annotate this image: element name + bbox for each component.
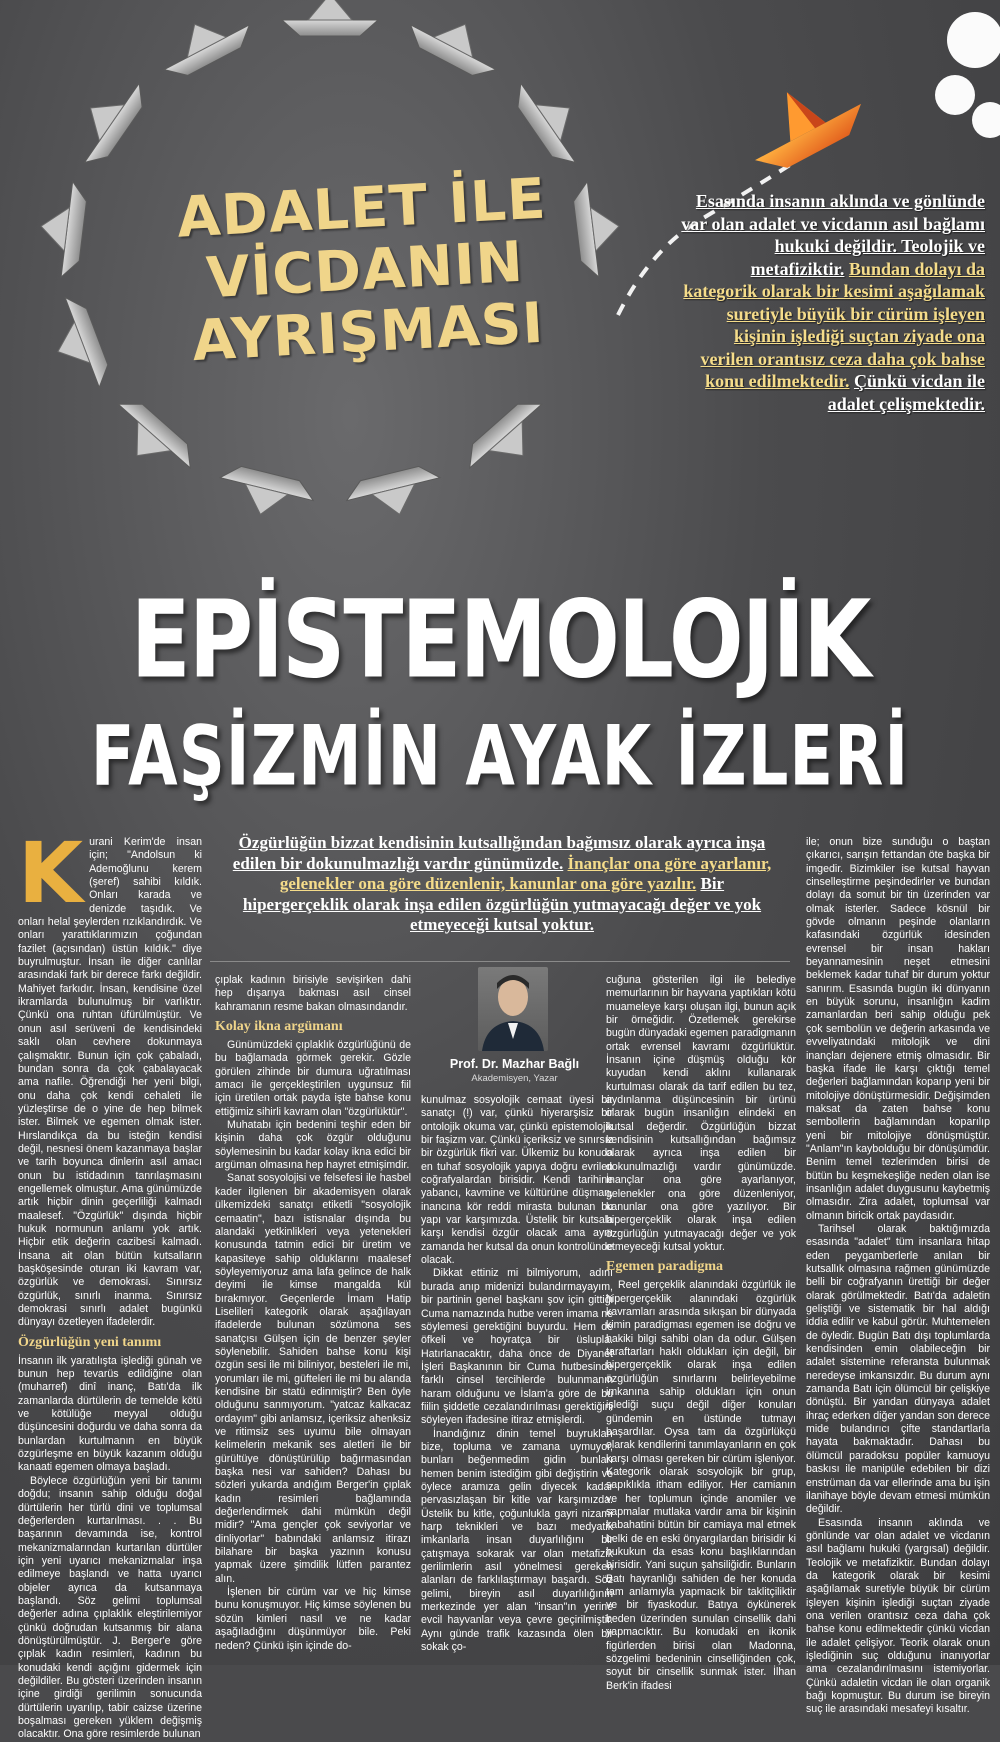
paragraph: Sanat sosyolojisi ve felsefesi ile hasbel kader ilgilenen bir akademisyen olarak ülkemizdeki sanatçı etiketli "sosyolojik cemaatin", bazı istisnalar dışında bu alandaki yetkinlikleri veya yetenekleri konusunda tatmin edici bir üretim ve kapasiteye sahip olduklarını maalesef söyleyemiyoruz ama lafa gelince de halk deyimi ile kimse mangalda kül bırakmıyor. Geçenlerde İmam Hatip Liselileri kategorik olarak aşağılayan ifadelerde bulunan sözümona ses sanatçısı Gülşen için de benzer şeyler söylenebilir. Sahiden bahse konu kişi özgün sesi ile mi biliniyor, besteleri ile mi, yorumları ile mi, güfteleri ile mi bu alanda kendisine bir statü edinmiştir? Ben öyle olduğunu sanmıyorum. "yatcaz kalkacaz ordayım" gibi anlamsız, içeriksiz ahenksiz ve ritimsiz ses uyumu bile olmayan kelimelerin mekanik ses aletleri ile bir gürültüye dönüştürülüp bağırmasından başka nesi var sahiden? Dahası bu sözleri yukarda andığım Berger'in çıplak kadın resimleri bağlamında değerlendirmek dahi mümkün değil midir? "Ama gençler çok seviyorlar ve dinliyorlar" babındaki anlamsız itirazı bilahare bir başka yazının konusu yapmak üzere şimdilik lütfen parantez alın. — [215, 1172, 411, 1585]
paragraph: Böylece özgürlüğün yeni bir tanımı doğdu; insanın sahip olduğu doğal dürtülerin her türlü dini ve toplumsal değerlerden kurtarılması. . . Bu başarının devamında ise, kontrol mekanizmalarından kurtarılan dürtüler için yeni uyarıcı mekanizmalar inşa edilmeye başlandı ve hatta uyarıcı objeler ayrıca da kutsanmaya başlandı. Söz gelimi toplumsal değerler adına çıplaklık eleştirilemiyor çünkü doğrudan kutsanmış bir alana dönüştürülmüştür. J. Berger'e göre çıplak kadın resimleri, kadının bu konudaki kendi açığını gidermek için değildiler. Bu gösteri üzerinden insanın içine girdiği gerilimin sonucunda dürtülerin uyarılıp, tabir caizse üzerine boşalması gereken yüklem değişmiş olacaktır. Ona göre resimlerde bulunan — [18, 1474, 202, 1741]
paragraph: Muhatabı için bedenini teşhir eden bir kişinin daha çok özgür olduğunu söylemesinin bu kadar kolay ikna edici bir argüman olmasına hep hayret etmişimdir. — [215, 1119, 411, 1172]
paragraph: cuğuna gösterilen ilgi ile belediye memurlarının bir hayvana yaptıkları kötü muameleye karşı oluşan ilgi, bunun açık bir örneğidir. Özetlemek gerekirse bugün dünyadaki egemen paradigmanın ortak evrensel kavramı özgürlüktür. İnsanın içine düşmüş olduğu kör kuyudan kendi aklını kullanarak kurtulması olarak da tarif edilen bu tez, aydınlanma düşüncesinin bir ürünü olarak bugün insanlığın elindeki en kutsal değerdir. Özgürlüğün bizzat kendisinin kutsallığından bağımsız olarak ayrıca inşa edilen bir dokunulmazlığı vardır günümüzde. İnançlar ona göre ayarlanıyor, gelenekler ona göre düzenleniyor, kanunlar ona göre yazılıyor. Bir hipergerçeklik olarak inşa edilen özgürlüğün yutmayacağı değer ve yok etmeyeceği kutsal yoktur. — [606, 974, 796, 1253]
paragraph: Günümüzdeki çıplaklık özgürlüğünü de bu bağlamada görmek gerekir. Gözle görülen zihinde bir dumura uğratılması amacı ile gerçekleştirilen uygunsuz fiil için üretilen ortak payda işte bahse konu ettiğimiz sihirli kavram olan "özgürlüktür". — [215, 1039, 411, 1118]
pull-quote — [232, 833, 772, 936]
column-4 — [606, 974, 796, 1693]
paper-boat-icon — [214, 462, 317, 526]
paragraph: Tarihsel olarak baktığımızda esasında "adalet" tüm insanlara hitap eden peygamberlerle anılan bir kutsallık olmasına rağmen günümüzde belli bir coğrafyanın ürettiği bir değer olarak görülmektedir. Batı'da adaletin geliştiği ve sistematik bir hal aldığı iddia edilir ve kabul görür. Muhtemelen de öyledir. Bugün Batı dışı toplumlarda kendisinden emin olabileceğin bir adalet sistemine referansta bulunmak neredeyse imkansızdır. Bu durum aynı zamanda Batı için ölümcül bir çelişkiye dönüştü. Bir yandan dünyaya adalet ihraç ederken diğer yandan son derece mide bulandırıcı çifte standartlarla hayata bakmaktadır. Dahası bu ölümcül paradoksu popüler kamuoyu baskısı ile manipüle edebilen bir dizi enstrüman da var ellerinde ama bu işin ilanihaye böyle devam etmesi mümkün değildir. — [806, 1222, 990, 1516]
paragraph: İnsanın ilk yaratılışta işlediği günah ve bunun hep tevarüs edildiğine olan (muharref) dinî inanç, Batı'da ilk zamanlarda dürtülerin de temelde kötü ve kötülüğe meyyal olduğu düşüncesini doğurdu ve daha sonra da bunlardan kurtulmanın en büyük özgürleşme en büyük kazanım olduğu kanaati egemen olmaya başladı. — [18, 1354, 202, 1474]
section-heading: Kolay ikna argümanı — [215, 1019, 343, 1035]
author-name: Prof. Dr. Mazhar Bağlı — [449, 1057, 580, 1071]
paper-boat-icon — [508, 69, 597, 172]
paper-boat-icon — [571, 179, 624, 279]
paragraph: İnandığınız dinin temel buyrukları bize, topluma ve zamana uymuyor, bunları beğenmedim gidin bunları hemen benim istediğim gibi değiştirin ve öylece aramıza gelin diyecek kadar pervasızlaşan bir kitle var karşımızda. Üstelik bu kitle, çoğunlukla gayri nizamî harp teknikleri ve bazı medyatik imkanlarla insan duyarlılığını bir çatışmaya sokarak var olan metafizik gerilimlerin asıl yönelmesi gereken alanları de farklılaştırmayı başardı. Söz gelimi, bireyin asıl duyarlılığının merkezinde yer alan "insan"ın yerine evcil hayvanlar veya çevre geçirilmiştir. Aynı günde trafik kazasında ölen bir sokak ço- — [421, 1427, 613, 1654]
paragraph: Esasında insanın aklında ve gönlünde var olan adalet ve vicdanın asıl bağlamı hukuki (yargısal) değildir. Teolojik ve metafiziktir. Bundan dolayı da kategorik olarak bir kesimi aşağılamak suretiyle büyük bir cürüm işleyen kişinin işlediği suçtan ziyade ona verilen orantısız ceza daha çok bahse konu edilmektedir çünkü vicdan ile adalet çelişiyor. Teorik olarak onun işlediğinin suç olduğunu inanıyorlar ama cezalandırılmasını istemiyorlar. Çünkü adaletin vicdan ile olan organik bağı kopmuştur. Bu durum ise bireyin suç ile arasındaki mesafeyi kısaltır. — [806, 1516, 990, 1716]
section-heading: Egemen paradigma — [606, 1259, 724, 1275]
drop-cap: K — [18, 824, 84, 922]
paper-boat-icon — [63, 69, 152, 172]
headline-line2: FAŞİZMİN AYAK İZLERİ — [90, 708, 910, 806]
paragraph: Dikkat ettiniz mi bilmiyorum, adını burada anıp midenizi bulandırmayayım, bir partinin genel başkanı şov için gittiği Cuma namazında hutbe veren imama ne söylemesi gerektiğini buyurdu. Hem de öfkeli ve hoyratça bir üslupla. Hatırlanacaktır, daha önce de Diyanet İşleri Başkanının bir Cuma hutbesinde farklı cinsel tercihlerde bulunmanın haram olduğunu ve İslam'a göre de bu fiilin şiddetle cezalandırılması gerektiğini söyleyen ifadesine itiraz etmişlerdi. — [421, 1267, 613, 1427]
hero-title — [170, 168, 559, 374]
pull-quote-part2: İnançlar ona göre ayarlanır, gelenekler ona göre düzenlenir, kanunlar ona göre yazılır. — [279, 853, 772, 893]
paper-boat-icon — [343, 462, 446, 526]
paragraph: kunulmaz sosyolojik cemaat üyesi bir sanatçı (!) var, çünkü hiyerarşisiz bir ontolojik okuma var, çünkü epistemolojik bir faşizm var. Çünkü içeriksiz ve sınırsız bir özgürlük fikri var. Ülkemiz bu konuda en tuhaf sosyolojik yapıya doğru evrilen coğrafyalardan birisidir. Kendi tarihine yabancı, kavmine ve kültürüne düşman, inancına kör reddi mirasta bulunan bu yapı var karşımızda. Üstelik bir kutsala karşı kendisi özgür olacak ama aynı zamanda her kutsal da onun kontrolünde olacak. — [421, 1094, 613, 1267]
pull-quote-part1: Özgürlüğün bizzat kendisinin kutsallığından bağımsız olarak ayrıca inşa edilen bir dokunulmazlığı vardır günümüzde. — [232, 833, 766, 873]
section-heading: Özgürlüğün yeni tanımı — [18, 1334, 162, 1350]
paragraph: çıplak kadının birisiyle sevişirken dahi hep dışarıya bakması asıl cinsel kahramanın resme bakan olmasındandır. — [215, 974, 411, 1013]
paragraph: urani Kerim'de insan için; "Andolsun ki Ademoğlunu kerem (şeref) sahibi kıldık. Onları karada ve denizde taşıdık. Ve onları helal şeylerden rızıklandırdık. Ve onları yarattıklarımızın çoğundan fazilet (açısından) üstün kıldık." diye buyrulmuştur. İnsan ile diğer canlılar arasındaki fark bir derece farkı değildir. Mahiyet farkıdır. İnsan, kendisine özel ikramlarda bulunulmuş bir varlıktır. Çünkü ona ruhtan üfürülmüştür. Ve onun asıl serüveni de kendisindeki saklı olan cevhere dokunmaya çalışmaktır. Bunun için çok çabaladı, bundan sonra da çok çabalayacak ama nafile. Öğrendiği her yeni bilgi, onu daha çok kendi cehaleti ile yüzleştirse de o yine de hep bilmek ister. Bilmek ve egemen olmak ister. Hırslandıkça da bu isteğin kendisi değil, nesnesi önem kazanmaya başlar ve tarih boyunca dinlerin asıl amacı onun bu istidadının tanrılaşmasını engellemek olmuştur. Ama günümüzde artık hiçbir dinin geçerliliği kalmadı maalesef. "Özgürlük" dışında hiçbir hukuk normunun anlamı yok artık. Hiçbir etik değerin cazibesi kalmadı. İnsana ait olan bütün kutsalların başköşesinde oturan iki kavram var, özgürlük ve demokrasi. Sınırsız özgürlük, sınırlı inanma. Sınırsız demokrasi sınırlı adalet bugünkü dünyayı özetleyen ifadelerdir. — [18, 836, 202, 1329]
person-icon — [478, 967, 548, 1051]
paper-boat-icon — [152, 2, 257, 84]
author-box — [432, 967, 597, 1085]
paper-boat-icon — [35, 179, 88, 279]
side-quote-part3: Çünkü vicdan ile adalet çelişmektedir. — [827, 371, 985, 414]
side-quote-part1: Esasında insanın aklında ve gönlünde var olan adalet ve vicdanın asıl bağlamı hukuki değildir. Teolojik ve metafiziktir. — [681, 191, 985, 279]
headline-line1: EPİSTEMOLOJİK — [130, 576, 870, 703]
author-role: Akademisyen, Yazar — [471, 1073, 558, 1084]
column-1 — [18, 824, 202, 1742]
paper-boat-icon — [282, 0, 378, 36]
paper-boat-icon — [41, 292, 114, 397]
paragraph: İşlenen bir cürüm var ve hiç kimse bunu konuşmuyor. Hiç kimse söylenen bu sözün kimleri nasıl ve ne kadar aşağıladığını düşünmüyor bile. Peki neden? Çünkü işin içinde do- — [215, 1586, 411, 1652]
hero-title-line: ADALET İLE — [175, 166, 548, 251]
column-3 — [421, 1094, 613, 1654]
pull-quote-part3: Bir hipergerçeklik olarak inşa edilen özgürlüğün yutmayacağı değer ve yok etmeyeceği kutsal yoktur. — [242, 874, 762, 934]
side-quote — [680, 190, 985, 415]
paper-boat-icon — [403, 2, 508, 84]
paper-boat-icon — [459, 392, 559, 487]
column-5 — [806, 836, 990, 1717]
hero-title-line: AYRIŞMASI — [190, 290, 546, 375]
hero-illustration — [0, 0, 1000, 585]
paragraph: Reel gerçeklik alanındaki özgürlük ile hipergerçeklik alanındaki özgürlük kavramları arasında sıkışan bir dünyada kimin paradigması egemen ise doğru ve hakiki bilgi sahibi olan da odur. Gülşen taraftarları haklı oldukları için değil, bir hipergerçeklik olarak inşa edilen özgürlüğün sınırlarını belirleyebilme imkanına sahip oldukları için onun işlediği suçu değil diğer konuları gündemin en üstünde tutmayı başardılar. Oysa tam da özgürlükçü olarak kendilerini tanımlayanların en çok karşı olması gereken bir cürüm işleniyor. Kategorik olarak sosyolojik bir grup, sapıklıkla itham ediliyor. Her camianın ve her toplumun içinde anomiler ve sapmalar mutlaka vardır ama bir kişinin kabahatini bütün bir camiaya mal etmek belki de en eski önyargılardan birisidir ki hukukun da esas konu başlıklarından birisidir. Yani suçun şahsiliğidir. Bunların Batı hayranlığı sahiden de her konuda tam anlamıyla yapmacık bir taklitçiliktir ve bir fiyaskodur. Batıya öykünerek beden üzerinden sunulan cinsellik dahi yapmacıktır. Bu konudaki en ikonik figürlerden birisi olan Madonna, sözgelimi bedeninin cinselliğinden çok, soyut bir cinsellik sunmak ister. İlhan Berk'in ifadesi — [606, 1279, 796, 1692]
divider — [210, 961, 790, 962]
paper-boat-icon — [101, 392, 201, 487]
author-photo — [478, 967, 548, 1051]
hero-title-line: VİCDANIN — [204, 229, 526, 312]
side-quote-part2: Bundan dolayı da kategorik olarak bir kesimi aşağılamak suretiyle büyük bir cürüm işleyen kişinin işlediği suçtan ziyade ona verilen orantısız ceza daha çok bahse konu edilmektedir. — [683, 258, 985, 391]
column-2 — [215, 974, 411, 1653]
paragraph: ile; onun bize sunduğu o baştan çıkarıcı, sarışın fettandan öte başka bir imgedir. Bizimkiler ise kutsal hayvan cinselleştirme peşindedirler ve bundan dolayı da somut bir tin üzerinden var olmak isterler. Sadece kösnül bir gövde olmanın peşinde olanların kafasındaki özgürlük idesinden evrensel bir insan hakları beyannamesinin neşet etmesini beklemek kadar tuhaf bir durum yoktur sanırım. Esasında bugün iki dünyanın en büyük sorunu, insanlığın kadim zamanlardan beri sahip olduğu pek çok sembolün ve değerin arkasında ve evveliyatındaki mitolojik ve dini inançları dejenere etmiş olmasıdır. Bir başka ifade ile karşı çıktığı temel değerleri bağlamından koparıp yeni bir mitolojiye dönüştürmesidir. Değişimden maksat da zaten bahse konu sembollerin bağlamından koparılıp yeni bir mitolojiye dönüşmüştür. "Anlam"ın kaybolduğu bir dönüşümdür. Benim temel tezlerimden birisi de bütün bu keşmekeşliğe neden olan ise insanlığın adalet duygusunu kaybetmiş olmasıdır. Zira adalet, toplumsal var olmanın biricik ortak paydasıdır. — [806, 836, 990, 1222]
